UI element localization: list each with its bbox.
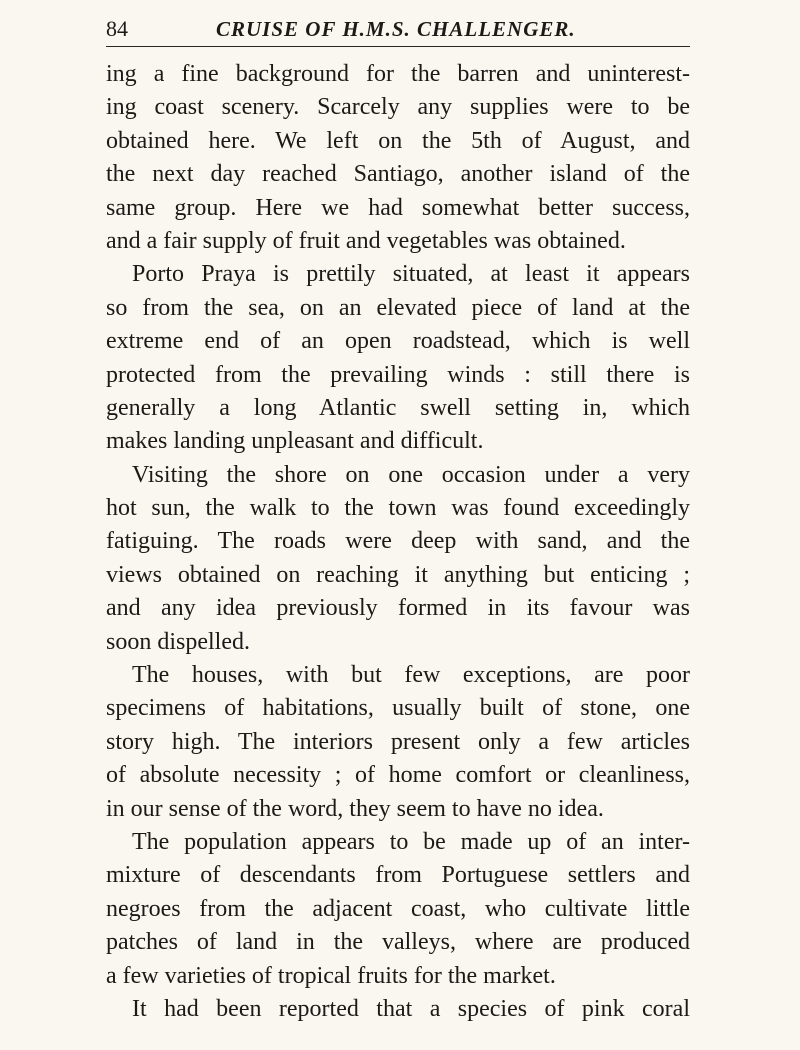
body-text: [106, 58, 690, 1026]
text-line: soon dispelled.: [106, 628, 250, 655]
text-line: a few varieties of tropical fruits for the market.: [106, 962, 556, 989]
page-number: 84: [106, 16, 128, 41]
text-line: and any idea previously formed in its favour was: [106, 595, 690, 622]
text-line: so from the sea, on an elevated piece of land at the: [106, 294, 690, 321]
text-line: patches of land in the valleys, where are produced: [106, 929, 690, 956]
text-line: fatiguing. The roads were deep with sand, and the: [106, 528, 690, 555]
running-title: CRUISE OF H.M.S. CHALLENGER.: [216, 17, 576, 41]
paragraph-start-line: The houses, with but few exceptions, are poor: [132, 662, 690, 689]
text-line: same group. Here we had somewhat better success,: [106, 194, 690, 221]
paragraph-start-line: The population appears to be made up of an inter-: [132, 828, 690, 855]
text-line: generally a long Atlantic swell setting in, which: [106, 394, 690, 421]
text-line: in our sense of the word, they seem to have no idea.: [106, 795, 604, 822]
header-rule: [106, 46, 690, 47]
text-line: obtained here. We left on the 5th of August, and: [106, 127, 690, 154]
text-line: ing a fine background for the barren and uninterest-: [106, 61, 690, 87]
paragraph-start-line: It had been reported that a species of pink coral: [132, 995, 690, 1022]
text-line: and a fair supply of fruit and vegetables was obtained.: [106, 227, 626, 254]
text-line: ing coast scenery. Scarcely any supplies were to be: [106, 94, 690, 121]
text-line: hot sun, the walk to the town was found exceedingly: [106, 495, 690, 522]
text-line: story high. The interiors present only a few articles: [106, 728, 690, 755]
text-line: mixture of descendants from Portuguese settlers and: [106, 862, 690, 889]
text-line: makes landing unpleasant and difficult.: [106, 428, 484, 455]
text-line: views obtained on reaching it anything but enticing ;: [106, 561, 690, 588]
text-line: specimens of habitations, usually built of stone, one: [106, 695, 690, 722]
text-line: the next day reached Santiago, another island of the: [106, 161, 690, 188]
page-header: [106, 14, 690, 48]
text-line: extreme end of an open roadstead, which is well: [106, 328, 690, 355]
paragraph-start-line: Porto Praya is prettily situated, at least it appears: [132, 261, 690, 288]
text-line: protected from the prevailing winds : still there is: [106, 361, 690, 388]
text-line: of absolute necessity ; of home comfort or cleanliness,: [106, 762, 690, 789]
paragraph-start-line: Visiting the shore on one occasion under a very: [132, 461, 690, 488]
text-line: negroes from the adjacent coast, who cultivate little: [106, 895, 690, 922]
